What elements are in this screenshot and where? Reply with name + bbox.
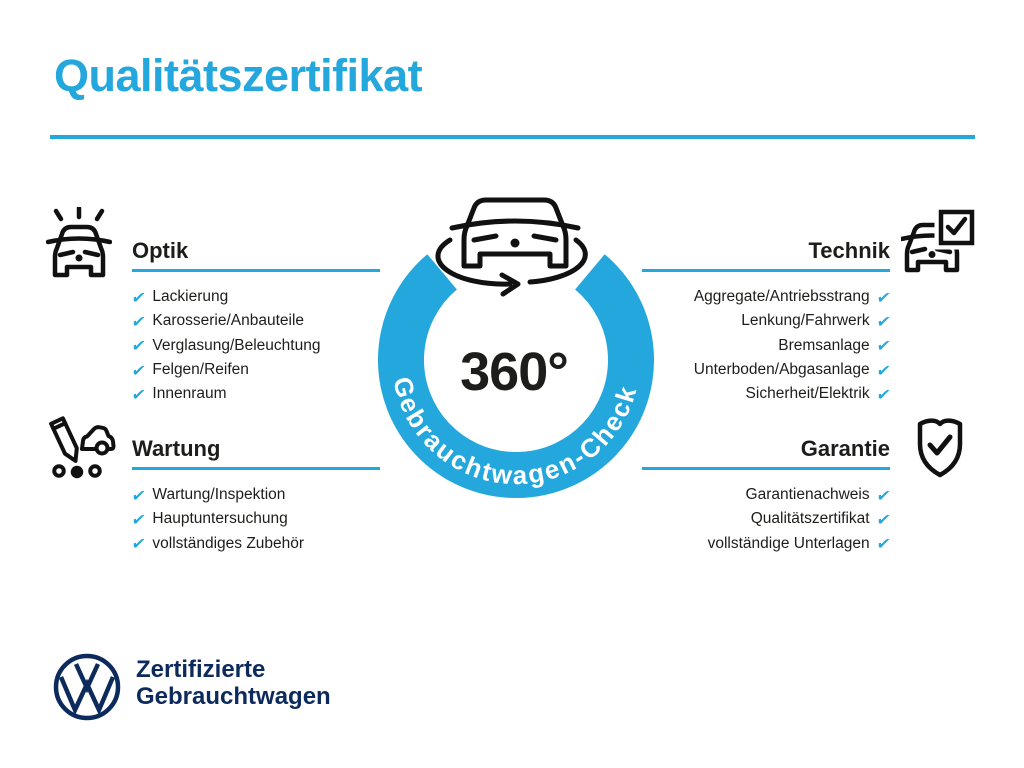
footer-brand-line2: Gebrauchtwagen xyxy=(136,683,331,710)
check-icon: ✔ xyxy=(874,336,892,356)
section-garantie xyxy=(642,436,890,556)
check-icon: ✔ xyxy=(130,509,148,529)
check-icon: ✔ xyxy=(874,287,892,307)
list-item: vollständige Unterlagen ✔ xyxy=(707,534,892,554)
check-icon: ✔ xyxy=(874,509,892,529)
check-icon: ✔ xyxy=(874,311,892,331)
footer-brand-line1: Zertifizierte xyxy=(136,656,266,683)
car-shine-icon xyxy=(46,207,112,279)
list-item: ✔ Karosserie/Anbauteile xyxy=(130,311,305,331)
check-icon: ✔ xyxy=(874,534,892,554)
list-item: Sicherheit/Elektrik ✔ xyxy=(745,384,892,404)
list-item: Lenkung/Fahrwerk ✔ xyxy=(741,311,892,331)
vw-logo xyxy=(52,652,122,722)
section-garantie-list xyxy=(642,483,890,556)
list-item: ✔ Lackierung xyxy=(130,287,229,307)
list-item: Garantienachweis ✔ xyxy=(745,485,892,505)
car-checklist-icon xyxy=(901,206,977,276)
list-item: Qualitätszertifikat ✔ xyxy=(750,509,892,529)
list-item: ✔ Felgen/Reifen xyxy=(130,360,249,380)
check-icon: ✔ xyxy=(130,485,148,505)
list-item: Unterboden/Abgasanlage ✔ xyxy=(693,360,892,380)
section-wartung-title: Wartung xyxy=(132,436,380,470)
list-item: ✔ Wartung/Inspektion xyxy=(130,485,286,505)
list-item: ✔ Verglasung/Beleuchtung xyxy=(130,336,321,356)
title-divider xyxy=(50,135,975,139)
badge-360-graphic xyxy=(350,180,690,510)
badge-value: 360° xyxy=(460,342,568,402)
check-icon: ✔ xyxy=(130,311,148,331)
list-item: ✔ Hauptuntersuchung xyxy=(130,509,288,529)
car-rotation-360-icon xyxy=(438,200,585,294)
list-item: ✔ vollständiges Zubehör xyxy=(130,534,305,554)
section-wartung xyxy=(132,436,380,556)
list-item: Aggregate/Antriebsstrang ✔ xyxy=(693,287,892,307)
page-title: Qualitätszertifikat xyxy=(54,50,423,101)
check-icon: ✔ xyxy=(874,384,892,404)
ring-label: Gebrauchtwagen-Check xyxy=(387,373,643,491)
section-optik-list xyxy=(132,285,380,406)
check-icon: ✔ xyxy=(130,534,148,554)
shield-check-icon xyxy=(913,416,967,480)
check-icon: ✔ xyxy=(130,287,148,307)
list-item: Bremsanlage ✔ xyxy=(778,336,892,356)
list-item: ✔ Innenraum xyxy=(130,384,227,404)
section-technik-list xyxy=(642,285,890,406)
pencil-car-service-icon xyxy=(42,414,118,484)
check-icon: ✔ xyxy=(874,360,892,380)
section-wartung-list xyxy=(132,483,380,556)
check-icon: ✔ xyxy=(874,485,892,505)
check-icon: ✔ xyxy=(130,360,148,380)
section-garantie-title: Garantie xyxy=(642,436,890,470)
section-optik-title: Optik xyxy=(132,238,380,272)
footer-brand xyxy=(136,656,331,710)
section-technik-title: Technik xyxy=(642,238,890,272)
section-optik xyxy=(132,238,380,406)
section-technik xyxy=(642,238,890,406)
check-icon: ✔ xyxy=(130,384,148,404)
check-icon: ✔ xyxy=(130,336,148,356)
